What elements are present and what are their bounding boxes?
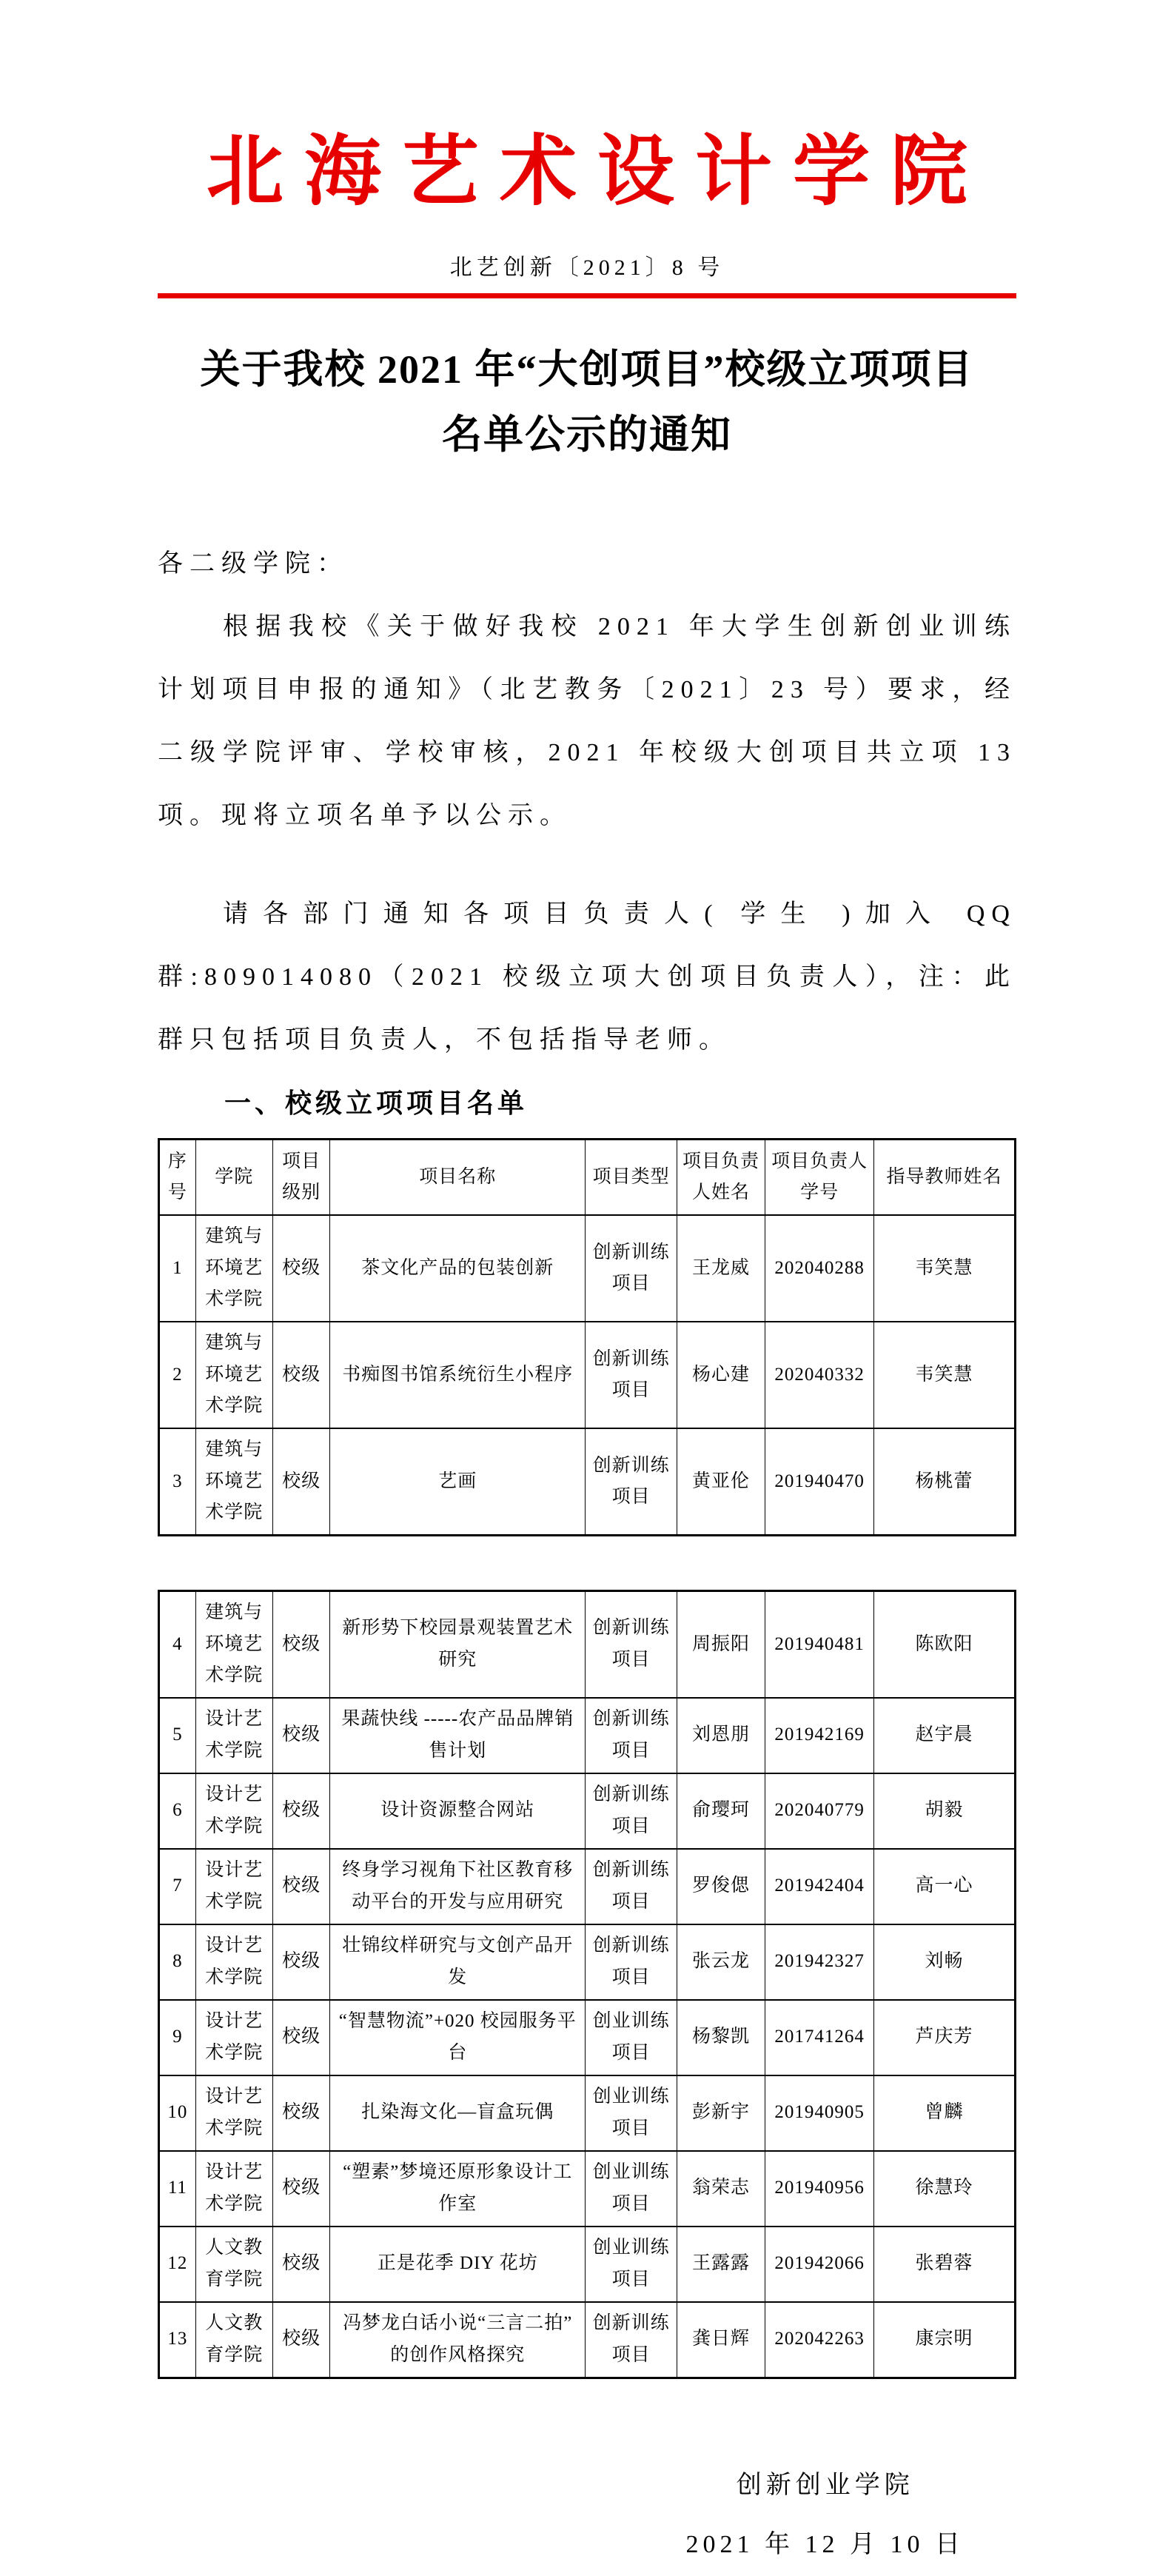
- table-row: [159, 1924, 1016, 2000]
- table-cell: 校级: [272, 1773, 330, 1849]
- table-cell: 扎染海文化—盲盒玩偶: [330, 2075, 586, 2151]
- table-cell: 创新训练项目: [586, 1322, 677, 1428]
- document-title-line-1: 关于我校 2021 年“大创项目”校级立项项目: [200, 347, 974, 392]
- table-cell: 张云龙: [677, 1924, 765, 2000]
- table-cell: 校级: [272, 1849, 330, 1924]
- table-cell: 创新训练项目: [586, 2302, 677, 2378]
- table-header-cell: 项目名称: [330, 1140, 586, 1216]
- table-cell: 杨桃蕾: [874, 1428, 1016, 1536]
- table-cell: 韦笑慧: [874, 1322, 1016, 1428]
- table-row: [159, 2227, 1016, 2302]
- table-cell: 201741264: [765, 2000, 874, 2075]
- table-cell: 新形势下校园景观装置艺术研究: [330, 1591, 586, 1698]
- document-title: [158, 337, 1016, 467]
- table-cell: 202040779: [765, 1773, 874, 1849]
- table-cell: 杨黎凯: [677, 2000, 765, 2075]
- table-cell: 校级: [272, 2151, 330, 2227]
- table-cell: 校级: [272, 1215, 330, 1322]
- table-cell: 3: [159, 1428, 196, 1536]
- table-cell: 13: [159, 2302, 196, 2378]
- table-cell: 周振阳: [677, 1591, 765, 1698]
- table-row: [159, 1591, 1016, 1698]
- table-cell: “塑素”梦境还原形象设计工作室: [330, 2151, 586, 2227]
- table-cell: 201942169: [765, 1698, 874, 1773]
- table-header-cell: 项目级别: [272, 1140, 330, 1216]
- table-cell: 罗俊偲: [677, 1849, 765, 1924]
- table-cell: 校级: [272, 1698, 330, 1773]
- table-cell: 设计艺术学院: [195, 1773, 272, 1849]
- signature-date: 2021 年 12 月 10 日: [685, 2530, 965, 2558]
- table-cell: 创新训练项目: [586, 1849, 677, 1924]
- paragraph-qq-group: 请各部门通知各项目负责人( 学生 )加入 QQ 群:809014080（2021 校级立项大创项目负责人），注：此群只包括项目负责人，不包括指导老师。: [158, 900, 1016, 1054]
- table-cell: 校级: [272, 1428, 330, 1536]
- table-cell: 芦庆芳: [874, 2000, 1016, 2075]
- table-cell: 202040332: [765, 1322, 874, 1428]
- table-cell: 校级: [272, 2000, 330, 2075]
- document-number: 北艺创新〔2021〕8 号: [449, 255, 725, 280]
- document-title-line-2: 名单公示的通知: [442, 412, 732, 457]
- table-cell: 校级: [272, 1591, 330, 1698]
- table-cell: 2: [159, 1322, 196, 1428]
- table-cell: 创新训练项目: [586, 1698, 677, 1773]
- table-cell: 张碧蓉: [874, 2227, 1016, 2302]
- table-cell: 果蔬快线 -----农产品品牌销售计划: [330, 1698, 586, 1773]
- table-cell: 创新训练项目: [586, 1428, 677, 1536]
- table-header-cell: 学院: [195, 1140, 272, 1216]
- table-cell: 202042263: [765, 2302, 874, 2378]
- table-header-cell: 项目负责人学号: [765, 1140, 874, 1216]
- project-table-part-1: [158, 1138, 1016, 1536]
- table-cell: 彭新宇: [677, 2075, 765, 2151]
- table-cell: 建筑与环境艺术学院: [195, 1322, 272, 1428]
- table-cell: 终身学习视角下社区教育移动平台的开发与应用研究: [330, 1849, 586, 1924]
- table-cell: 茶文化产品的包装创新: [330, 1215, 586, 1322]
- table-cell: 201942404: [765, 1849, 874, 1924]
- table-cell: 11: [159, 2151, 196, 2227]
- section-heading: 一、校级立项项目名单: [224, 1088, 529, 1118]
- table-cell: 高一心: [874, 1849, 1016, 1924]
- table-cell: 黄亚伦: [677, 1428, 765, 1536]
- table-cell: 俞璎珂: [677, 1773, 765, 1849]
- table-cell: 王龙威: [677, 1215, 765, 1322]
- table-cell: 6: [159, 1773, 196, 1849]
- table-row: [159, 1322, 1016, 1428]
- table-cell: 曾麟: [874, 2075, 1016, 2151]
- table-cell: 设计艺术学院: [195, 2000, 272, 2075]
- table-cell: 刘畅: [874, 1924, 1016, 2000]
- table-cell: 201942327: [765, 1924, 874, 2000]
- table-cell: 设计艺术学院: [195, 2075, 272, 2151]
- table-cell: 创业训练项目: [586, 2151, 677, 2227]
- table-cell: 创新训练项目: [586, 1924, 677, 2000]
- table-cell: 设计艺术学院: [195, 2151, 272, 2227]
- table-cell: 徐慧玲: [874, 2151, 1016, 2227]
- table-row: [159, 1428, 1016, 1536]
- table-cell: 8: [159, 1924, 196, 2000]
- table-cell: 建筑与环境艺术学院: [195, 1428, 272, 1536]
- table-cell: 设计艺术学院: [195, 1849, 272, 1924]
- table-row: [159, 2302, 1016, 2378]
- project-table-part-2: [158, 1590, 1016, 2379]
- table-cell: 陈欧阳: [874, 1591, 1016, 1698]
- signature-block: [158, 2456, 1016, 2575]
- table-row: [159, 1849, 1016, 1924]
- table-cell: 龚日辉: [677, 2302, 765, 2378]
- salutation: 各二级学院：: [158, 550, 349, 578]
- signature-department: 创新创业学院: [736, 2471, 914, 2499]
- table-cell: 201940481: [765, 1591, 874, 1698]
- table-cell: “智慧物流”+020 校园服务平台: [330, 2000, 586, 2075]
- table-cell: 正是花季 DIY 花坊: [330, 2227, 586, 2302]
- table-cell: 人文教育学院: [195, 2302, 272, 2378]
- table-cell: 建筑与环境艺术学院: [195, 1591, 272, 1698]
- table-header-cell: 项目类型: [586, 1140, 677, 1216]
- table-cell: 王露露: [677, 2227, 765, 2302]
- table-cell: 校级: [272, 2227, 330, 2302]
- table-cell: 设计资源整合网站: [330, 1773, 586, 1849]
- table-cell: 201942066: [765, 2227, 874, 2302]
- table-cell: 杨心建: [677, 1322, 765, 1428]
- table-cell: 5: [159, 1698, 196, 1773]
- table-header-cell: 项目负责人姓名: [677, 1140, 765, 1216]
- table-cell: 1: [159, 1215, 196, 1322]
- table-cell: 创业训练项目: [586, 2000, 677, 2075]
- table-cell: 7: [159, 1849, 196, 1924]
- table-cell: 10: [159, 2075, 196, 2151]
- table-cell: 201940956: [765, 2151, 874, 2227]
- table-cell: 201940905: [765, 2075, 874, 2151]
- letterhead-school-name: 北海艺术设计学院: [206, 130, 988, 215]
- table-cell: 康宗明: [874, 2302, 1016, 2378]
- table-row: [159, 1215, 1016, 1322]
- paragraph-basis: 根据我校《关于做好我校 2021 年大学生创新创业训练计划项目申报的通知》（北艺教务〔2021〕23 号）要求，经二级学院评审、学校审核，2021 年校级大创项目共立项 13 项。现将立项名单予以公示。: [158, 613, 1016, 829]
- table-cell: 4: [159, 1591, 196, 1698]
- signature-inner: [686, 2456, 965, 2575]
- table-cell: 校级: [272, 1924, 330, 2000]
- table-row: [159, 2000, 1016, 2075]
- table-cell: 韦笑慧: [874, 1215, 1016, 1322]
- table-cell: 12: [159, 2227, 196, 2302]
- table-cell: 设计艺术学院: [195, 1698, 272, 1773]
- table-cell: 设计艺术学院: [195, 1924, 272, 2000]
- table-cell: 202040288: [765, 1215, 874, 1322]
- table-cell: 创新训练项目: [586, 1773, 677, 1849]
- table-cell: 冯梦龙白话小说“三言二拍”的创作风格探究: [330, 2302, 586, 2378]
- table-row: [159, 2151, 1016, 2227]
- table-cell: 胡毅: [874, 1773, 1016, 1849]
- table-cell: 校级: [272, 2075, 330, 2151]
- table-cell: 翁荣志: [677, 2151, 765, 2227]
- table-cell: 创业训练项目: [586, 2227, 677, 2302]
- table-cell: 刘恩朋: [677, 1698, 765, 1773]
- body-paragraphs: [158, 595, 1016, 1071]
- table-cell: 书痴图书馆系统衍生小程序: [330, 1322, 586, 1428]
- table-cell: 人文教育学院: [195, 2227, 272, 2302]
- table-cell: 201940470: [765, 1428, 874, 1536]
- table-row: [159, 2075, 1016, 2151]
- table-cell: 艺画: [330, 1428, 586, 1536]
- table-cell: 创新训练项目: [586, 1591, 677, 1698]
- table-row: [159, 1698, 1016, 1773]
- table-header-cell: 序号: [159, 1140, 196, 1216]
- table-row: [159, 1773, 1016, 1849]
- table-cell: 创新训练项目: [586, 1215, 677, 1322]
- table-cell: 9: [159, 2000, 196, 2075]
- table-cell: 壮锦纹样研究与文创产品开发: [330, 1924, 586, 2000]
- table-cell: 建筑与环境艺术学院: [195, 1215, 272, 1322]
- letterhead-rule: [158, 293, 1016, 298]
- table-header-cell: 指导教师姓名: [874, 1140, 1016, 1216]
- table-cell: 校级: [272, 1322, 330, 1428]
- table-cell: 创业训练项目: [586, 2075, 677, 2151]
- table-cell: 赵宇晨: [874, 1698, 1016, 1773]
- table-cell: 校级: [272, 2302, 330, 2378]
- table-header-row: [159, 1140, 1016, 1216]
